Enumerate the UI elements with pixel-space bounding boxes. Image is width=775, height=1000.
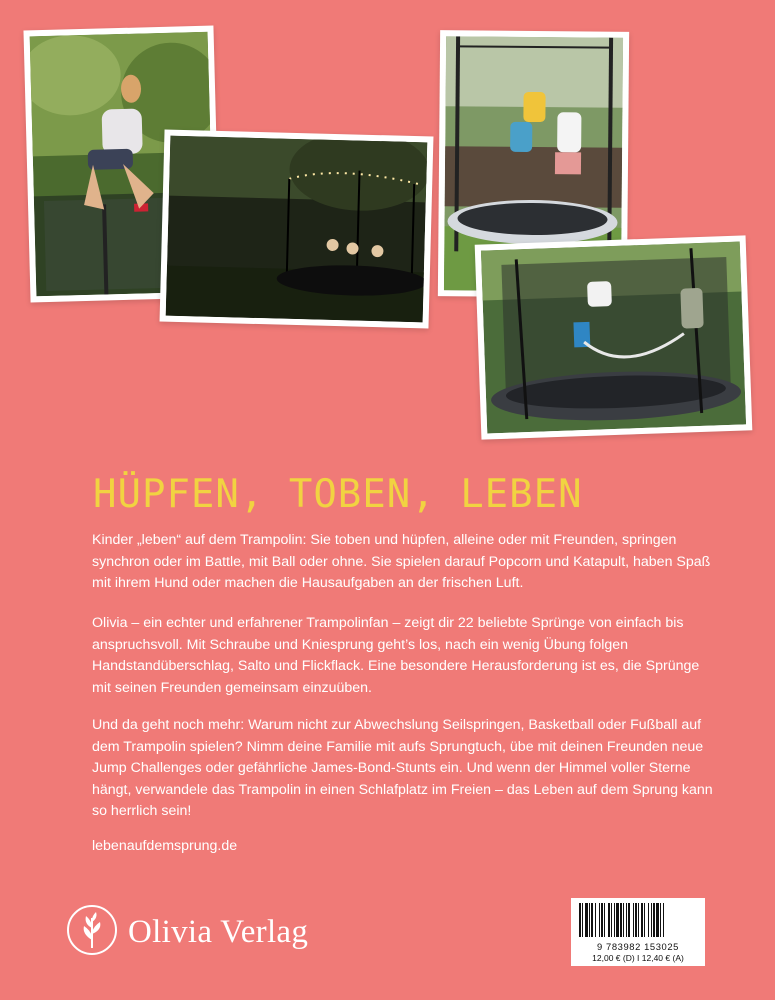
barcode-bar — [601, 903, 603, 937]
barcode-bar — [623, 903, 624, 937]
barcode-bar — [582, 903, 583, 937]
barcode-bar — [589, 903, 590, 937]
barcode-bar — [591, 903, 593, 937]
description-paragraph-3: Und da geht noch mehr: Warum nicht zur Abwechslung Seilspringen, Basketball oder Fußball auf dem Trampolin spielen? Nimm deine Familie mit aufs Sprungtuch, übe mit deinen Freunden neue Jump Challenges oder gefährliche James-Bond-Stunts ein. Und wenn der Himmel voller Sterne hängt, verwandele das Trampolin in einen Schlafplatz im Freien – das Leben auf dem Sprung kann so herrlich sein! — [92, 717, 713, 819]
barcode-bar — [641, 903, 643, 937]
barcode — [571, 898, 705, 966]
barcode-bar — [614, 903, 615, 937]
barcode-bar — [608, 903, 610, 937]
photo-trampoline-night — [160, 130, 434, 329]
barcode-bar — [638, 903, 639, 937]
barcode-bar — [616, 903, 619, 937]
price-label: 12,00 € (D) I 12,40 € (A) — [592, 953, 684, 963]
barcode-bar — [663, 903, 664, 937]
barcode-bar — [626, 903, 627, 937]
photo-kids-rope-trampoline — [475, 235, 753, 439]
headline: HÜPFEN, TOBEN, LEBEN — [93, 472, 583, 517]
barcode-bar — [660, 903, 661, 937]
website-link[interactable]: lebenaufdemsprung.de — [92, 838, 238, 854]
barcode-bars — [577, 903, 699, 937]
publisher-name: Olivia Verlag — [128, 914, 309, 950]
description-paragraph-2: Olivia – ein echter und erfahrener Trampolinfan – zeigt dir 22 beliebte Sprünge von einfach bis anspruchsvoll. Mit Schraube und Kniesprung geht’s los, nach ein wenig Übung folgen Handstandüberschlag, Salto und Flickflack. Eine besondere Herausforderung ist es, die Sprünge mit seinen Freunden gemeinsam einzuüben. — [92, 615, 700, 696]
description-paragraph-1: Kinder „leben“ auf dem Trampolin: Sie toben und hüpfen, alleine oder mit Freunden, springen synchron oder im Battle, mit Ball oder ohne. Sie spielen darauf Popcorn und Katapult, haben Spaß mit ihrem Hund oder machen die Hausaufgaben an der frischen Luft. — [92, 532, 711, 591]
barcode-bar — [604, 903, 605, 937]
barcode-bar — [599, 903, 600, 937]
barcode-bar — [620, 903, 622, 937]
barcode-bar — [644, 903, 645, 937]
barcode-bar — [595, 903, 596, 937]
barcode-bar — [633, 903, 634, 937]
publisher-logo — [66, 904, 308, 961]
barcode-bar — [651, 903, 652, 937]
barcode-bar — [628, 903, 630, 937]
barcode-bar — [656, 903, 659, 937]
isbn-number: 9 783982 153025 — [597, 941, 679, 952]
barcode-bar — [579, 903, 581, 937]
branch-leaf-circle-icon — [66, 904, 118, 961]
barcode-bar — [653, 903, 655, 937]
barcode-bar — [585, 903, 588, 937]
barcode-bar — [648, 903, 649, 937]
barcode-bar — [611, 903, 612, 937]
barcode-bar — [635, 903, 637, 937]
